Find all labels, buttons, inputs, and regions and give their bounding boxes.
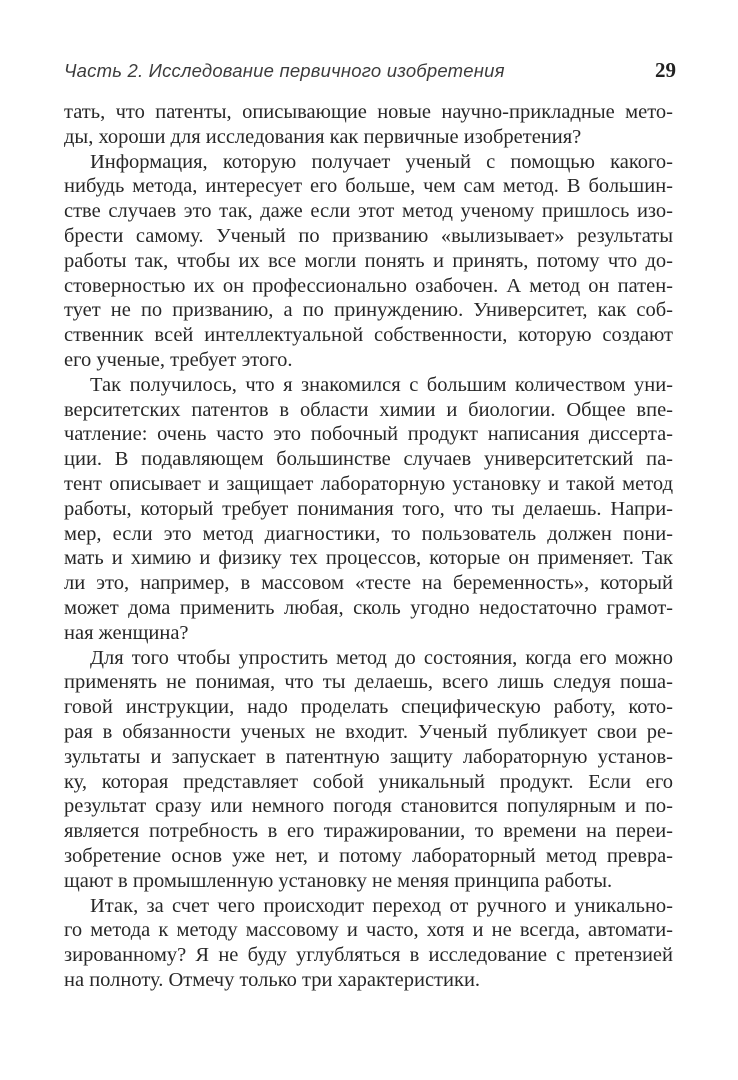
text-line: применять не понимая, что ты делаешь, всего лишь следуя поша- [64,671,673,694]
page-number: 29 [655,58,676,82]
running-header [64,58,676,83]
text-line: ная женщина? [64,621,189,644]
text-line: мать и химию и физику тех процессов, которые он применяет. Так [64,547,673,570]
text-line: го метода к методу массовому и часто, хотя и не всегда, автомати- [64,919,673,942]
text-line: работы так, чтобы их все могли понять и принять, потому что до- [64,249,673,272]
text-line: является потребность в его тиражировании, то времени на переи- [64,820,673,843]
text-line: результат сразу или немного погодя становится популярным и по- [64,795,673,818]
text-line: брести самому. Ученый по призванию «вылизывает» результаты [64,224,673,247]
text-line: Так получилось, что я знакомился с большим количеством уни- [90,373,673,396]
chapter-title: Часть 2. Исследование первичного изобретения [64,60,505,81]
paragraph [64,150,673,373]
text-line: ли это, например, в массовом «тесте на беременность», который [64,572,673,595]
text-line: говой инструкции, надо проделать специфическую работу, кото- [64,696,673,719]
text-line: ции. В подавляющем большинстве случаев университетский па- [64,448,673,471]
text-line: Информация, которую получает ученый с помощью какого- [90,150,673,173]
text-line: зобретение основ уже нет, и потому лабораторный метод превра- [64,844,673,867]
text-line: тать, что патенты, описывающие новые научно-прикладные мето- [64,101,673,123]
text-line: нибудь метода, интересует его больше, чем сам метод. В большин- [64,175,673,198]
text-line: ственник всей интеллектуальной собственности, которую создают [64,324,673,347]
paragraph [64,100,673,150]
text-line: его ученые, требует этого. [64,348,293,371]
text-line: мер, если это метод диагностики, то пользователь должен пони- [64,522,673,545]
text-line: может дома применить любая, сколь угодно недостаточно грамот- [64,596,673,619]
text-line: на полноту. Отмечу только три характеристики. [64,968,481,991]
paragraph [64,646,673,894]
text-line: тует не по призванию, а по принуждению. Университет, как соб- [64,299,673,322]
text-line: рая в обязанности ученых не входит. Ученый публикует свои ре- [64,720,673,743]
text-line: чатление: очень часто это побочный продукт написания диссерта- [64,423,673,446]
text-line: тент описывает и защищает лабораторную установку и такой метод [64,472,673,495]
text-line: работы, который требует понимания того, что ты делаешь. Напри- [64,497,673,520]
text-line: ды, хороши для исследования как первичные изобретения? [64,125,582,148]
text-line: стоверностью их он профессионально озабочен. А метод он патен- [64,274,673,297]
page-text [64,100,673,993]
text-line: стве случаев это так, даже если этот метод ученому пришлось изо- [64,200,673,223]
text-line: верситетских патентов в области химии и биологии. Общее впе- [64,398,673,421]
text-line: зультаты и запускает в патентную защиту лабораторную установ- [64,745,673,768]
paragraph [64,894,673,993]
text-line: Итак, за счет чего происходит переход от ручного и уникально- [90,894,673,917]
text-line: ку, которая представляет собой уникальный продукт. Если его [64,770,673,793]
paragraph [64,373,673,646]
text-line: Для того чтобы упростить метод до состояния, когда его можно [90,646,673,669]
text-line: щают в промышленную установку не меняя принципа работы. [64,869,613,892]
text-line: зированному? Я не буду углубляться в исследование с претензией [64,944,673,967]
